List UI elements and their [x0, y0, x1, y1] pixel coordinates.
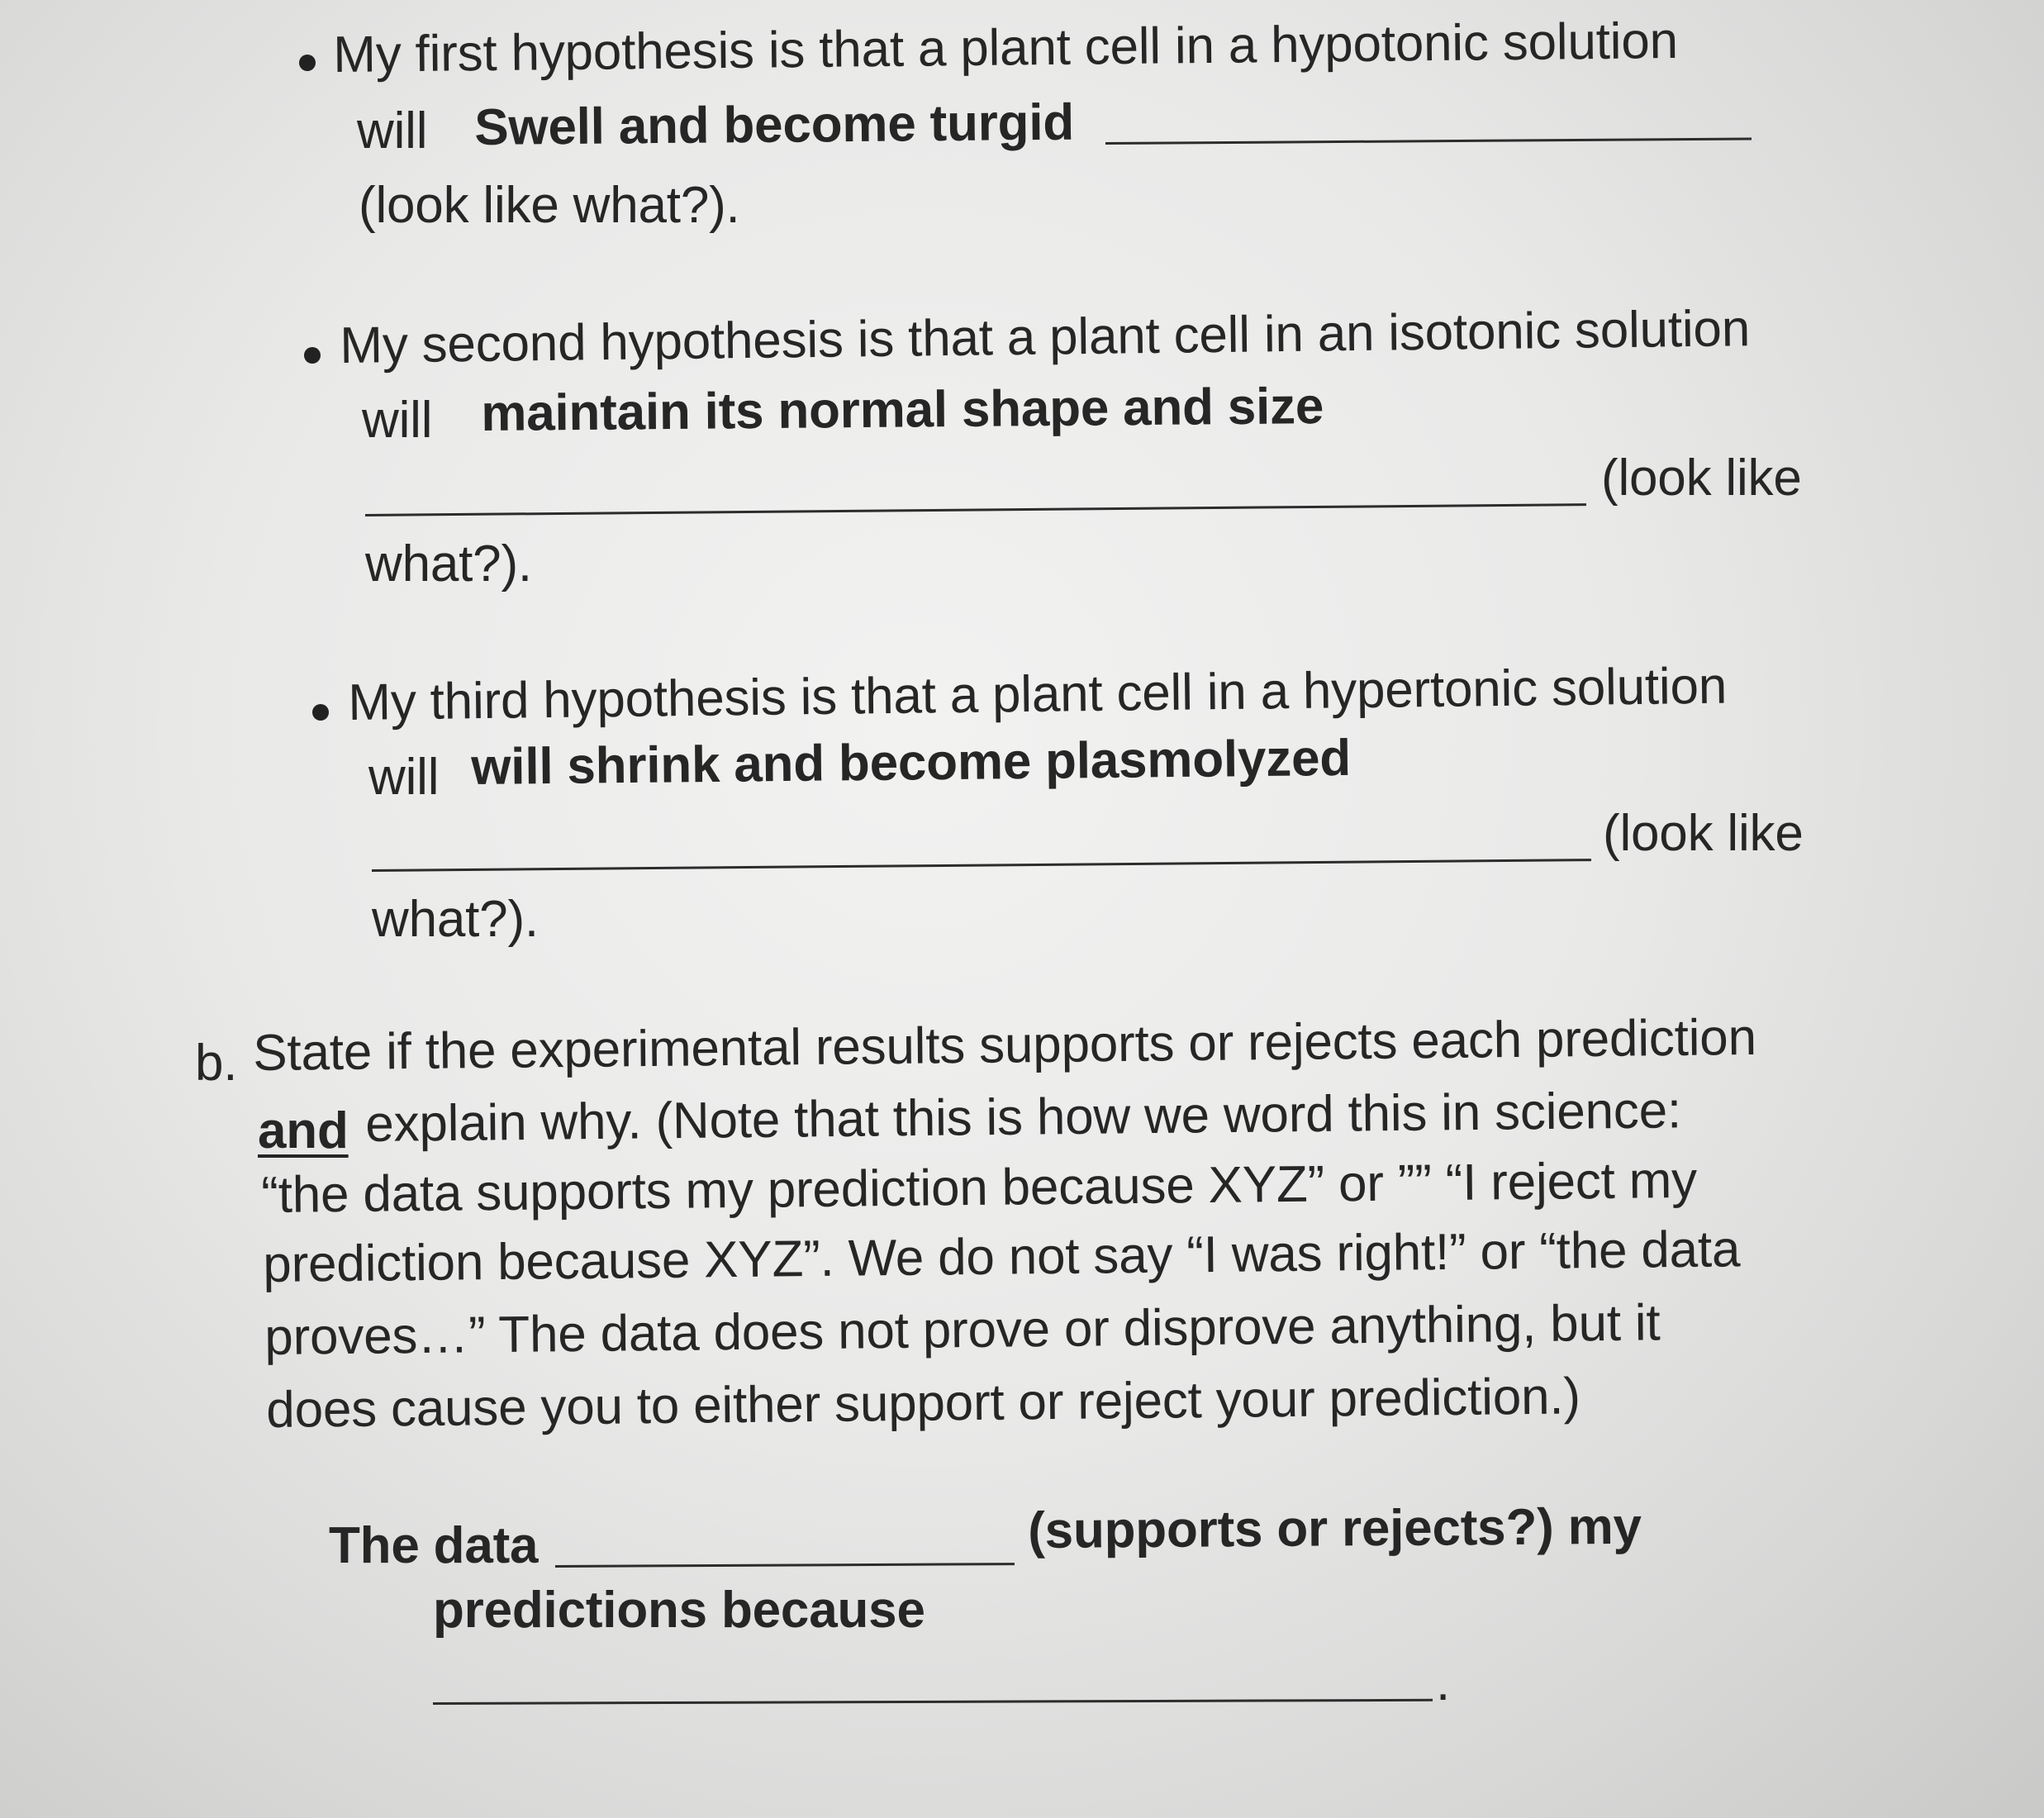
part-b-label: b.	[195, 1035, 238, 1092]
hypothesis-2-look-like: (look like	[1601, 450, 1802, 507]
hypothesis-2-blank	[365, 503, 1586, 516]
part-b-line-2: explain why. (Note that this is how we word this in science:	[364, 1082, 1682, 1153]
response-predictions-because: predictions because	[433, 1582, 925, 1639]
response-blank-2	[433, 1699, 1433, 1705]
hypothesis-1-look-like: (look like what?).	[359, 177, 740, 234]
hypothesis-3-blank	[372, 859, 1591, 872]
response-blank-1	[555, 1563, 1015, 1568]
hypothesis-2-text: My second hypothesis is that a plant cell in an isotonic solution	[339, 300, 1751, 374]
part-b-line-3: “the data supports my prediction because XYZ” or ”” “I reject my	[260, 1151, 1698, 1224]
response-supports-or-rejects: (supports or rejects?) my	[1027, 1497, 1642, 1559]
hypothesis-2-answer: maintain its normal shape and size	[480, 378, 1324, 442]
part-b-line-4: prediction because XYZ”. We do not say “I was right!” or “the data	[262, 1221, 1741, 1293]
hypothesis-3-text: My third hypothesis is that a plant cell in a hypertonic solution	[347, 657, 1728, 731]
bullet-2	[304, 347, 321, 364]
hypothesis-3-will: will	[368, 749, 440, 806]
part-b-line-5: proves…” The data does not prove or disprove anything, but it	[264, 1294, 1661, 1366]
part-b-line-1: State if the experimental results supports or rejects each prediction	[252, 1008, 1757, 1082]
hypothesis-1-answer: Swell and become turgid	[473, 93, 1075, 156]
part-b-line-6: does cause you to either support or reject your prediction.)	[265, 1368, 1581, 1439]
response-the-data: The data	[329, 1517, 539, 1574]
hypothesis-3-what: what?).	[372, 891, 539, 948]
hypothesis-2-will: will	[362, 392, 433, 449]
bullet-1	[299, 55, 316, 71]
hypothesis-3-look-like: (look like	[1603, 805, 1804, 862]
hypothesis-1-blank	[1105, 138, 1752, 145]
hypothesis-3-answer: will shrink and become plasmolyzed	[470, 729, 1352, 796]
response-period: .	[1436, 1654, 1451, 1711]
hypothesis-1-text: My first hypothesis is that a plant cell in a hypotonic solution	[332, 12, 1679, 83]
hypothesis-1-will: will	[357, 102, 428, 159]
hypothesis-2-what: what?).	[365, 535, 532, 593]
part-b-underlined-and: and	[258, 1102, 349, 1159]
bullet-3	[312, 704, 329, 721]
